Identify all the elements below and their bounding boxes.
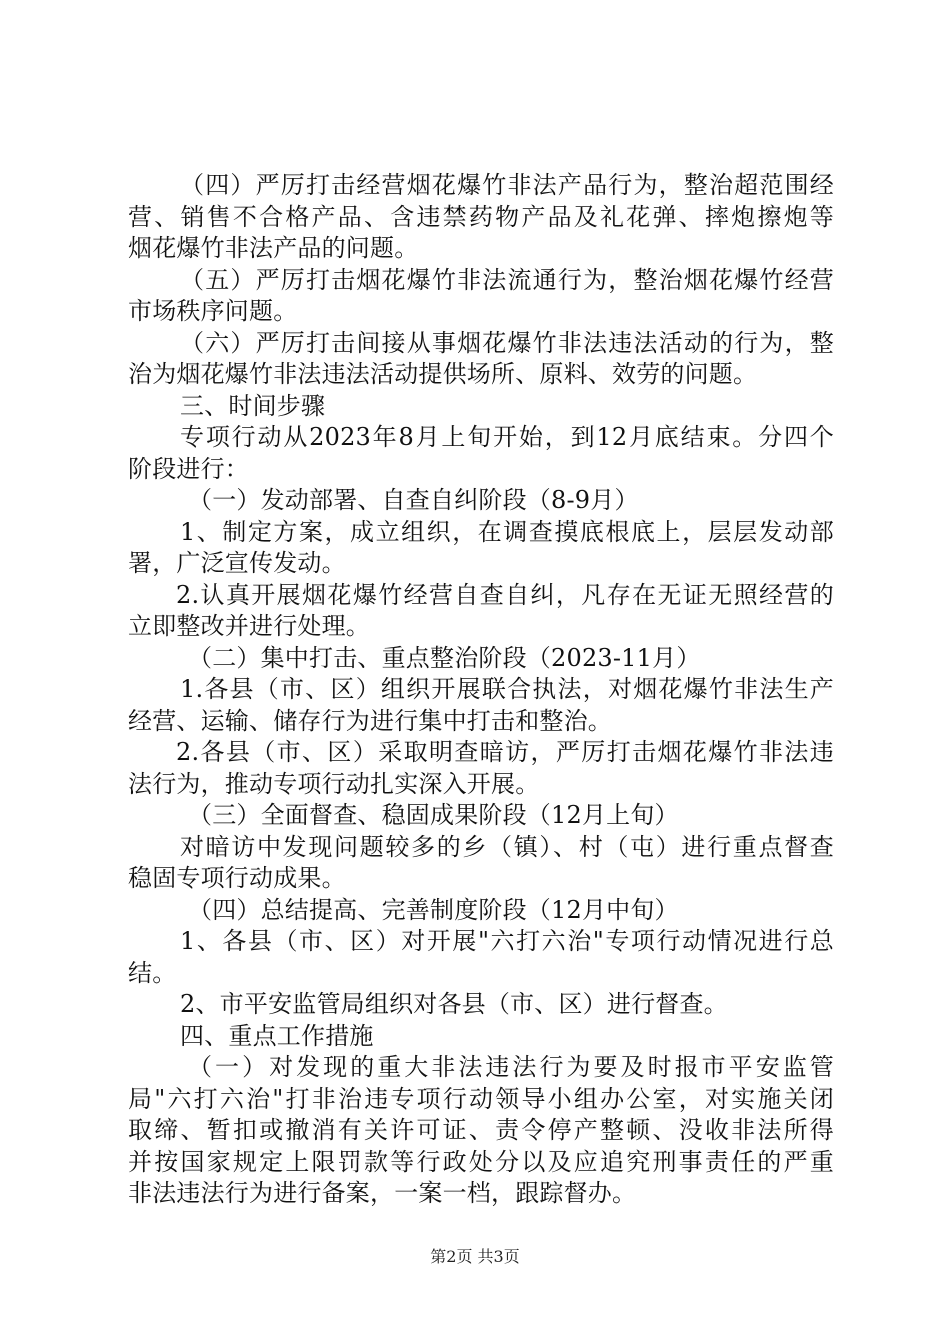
paragraph-line: 立即整改并进行处理。 xyxy=(128,612,370,640)
paragraph-line: 1.各县（市、区）组织开展联合执法，对烟花爆竹非法生产 xyxy=(180,675,834,703)
subsection-heading: （一）发动部署、自查自纠阶段（8-9月） xyxy=(188,486,639,514)
paragraph-line: 2.认真开展烟花爆竹经营自查自纠，凡存在无证无照经营的 xyxy=(176,580,834,609)
paragraph-line: （四）严厉打击经营烟花爆竹非法产品行为，整治超范围经 xyxy=(180,171,834,199)
paragraph-line: 并按国家规定上限罚款等行政处分以及应追究刑事责任的严重 xyxy=(128,1147,834,1176)
paragraph-line: 2.各县（市、区）采取明查暗访，严厉打击烟花爆竹非法违 xyxy=(176,738,834,766)
paragraph-line: 经营、运输、储存行为进行集中打击和整治。 xyxy=(128,706,612,735)
paragraph-line: 烟花爆竹非法产品的问题。 xyxy=(128,234,419,262)
paragraph-line: 非法违法行为进行备案，一案一档，跟踪督办。 xyxy=(128,1179,637,1207)
paragraph-line: 专项行动从2023年8月上旬开始，到12月底结束。分四个 xyxy=(180,423,834,451)
document-body xyxy=(128,170,834,1210)
paragraph-line: 稳固专项行动成果。 xyxy=(128,864,346,892)
paragraph-line: 结。 xyxy=(128,958,177,987)
subsection-heading: （四）总结提高、完善制度阶段（12月中旬） xyxy=(188,895,679,924)
section-heading: 四、重点工作措施 xyxy=(180,1021,374,1050)
paragraph-line: 营、销售不合格产品、含违禁药物产品及礼花弹、摔炮擦炮等 xyxy=(128,202,834,231)
paragraph-line: 治为烟花爆竹非法违法活动提供场所、原料、效劳的问题。 xyxy=(128,360,758,388)
page-number-footer: 第2页 共3页 xyxy=(430,1247,520,1266)
paragraph-line: 市场秩序问题。 xyxy=(128,297,298,325)
paragraph-line: 1、制定方案，成立组织，在调查摸底根底上，层层发动部 xyxy=(180,517,834,546)
paragraph-line: （六）严厉打击间接从事烟花爆竹非法违法活动的行为，整 xyxy=(180,328,834,357)
paragraph-line: 阶段进行： xyxy=(128,454,249,483)
paragraph-line: 对暗访中发现问题较多的乡（镇）、村（屯）进行重点督查 xyxy=(180,832,834,861)
paragraph-line: 法行为，推动专项行动扎实深入开展。 xyxy=(128,769,540,798)
paragraph-line: 局"六打六治"打非治违专项行动领导小组办公室，对实施关闭 xyxy=(128,1084,834,1113)
paragraph-line: 取缔、暂扣或撤消有关许可证、责令停产整顿、没收非法所得 xyxy=(128,1116,834,1144)
section-heading: 三、时间步骤 xyxy=(180,391,326,420)
paragraph-line: 2、市平安监管局组织对各县（市、区）进行督查。 xyxy=(180,990,728,1018)
subsection-heading: （二）集中打击、重点整治阶段（2023-11月） xyxy=(188,643,701,672)
paragraph-line: （五）严厉打击烟花爆竹非法流通行为，整治烟花爆竹经营 xyxy=(180,265,834,294)
subsection-heading: （三）全面督查、稳固成果阶段（12月上旬） xyxy=(188,801,679,829)
paragraph-line: （一）对发现的重大非法违法行为要及时报市平安监管 xyxy=(188,1053,834,1081)
paragraph-line: 1、各县（市、区）对开展"六打六治"专项行动情况进行总 xyxy=(180,927,834,955)
paragraph-line: 署，广泛宣传发动。 xyxy=(128,549,346,577)
